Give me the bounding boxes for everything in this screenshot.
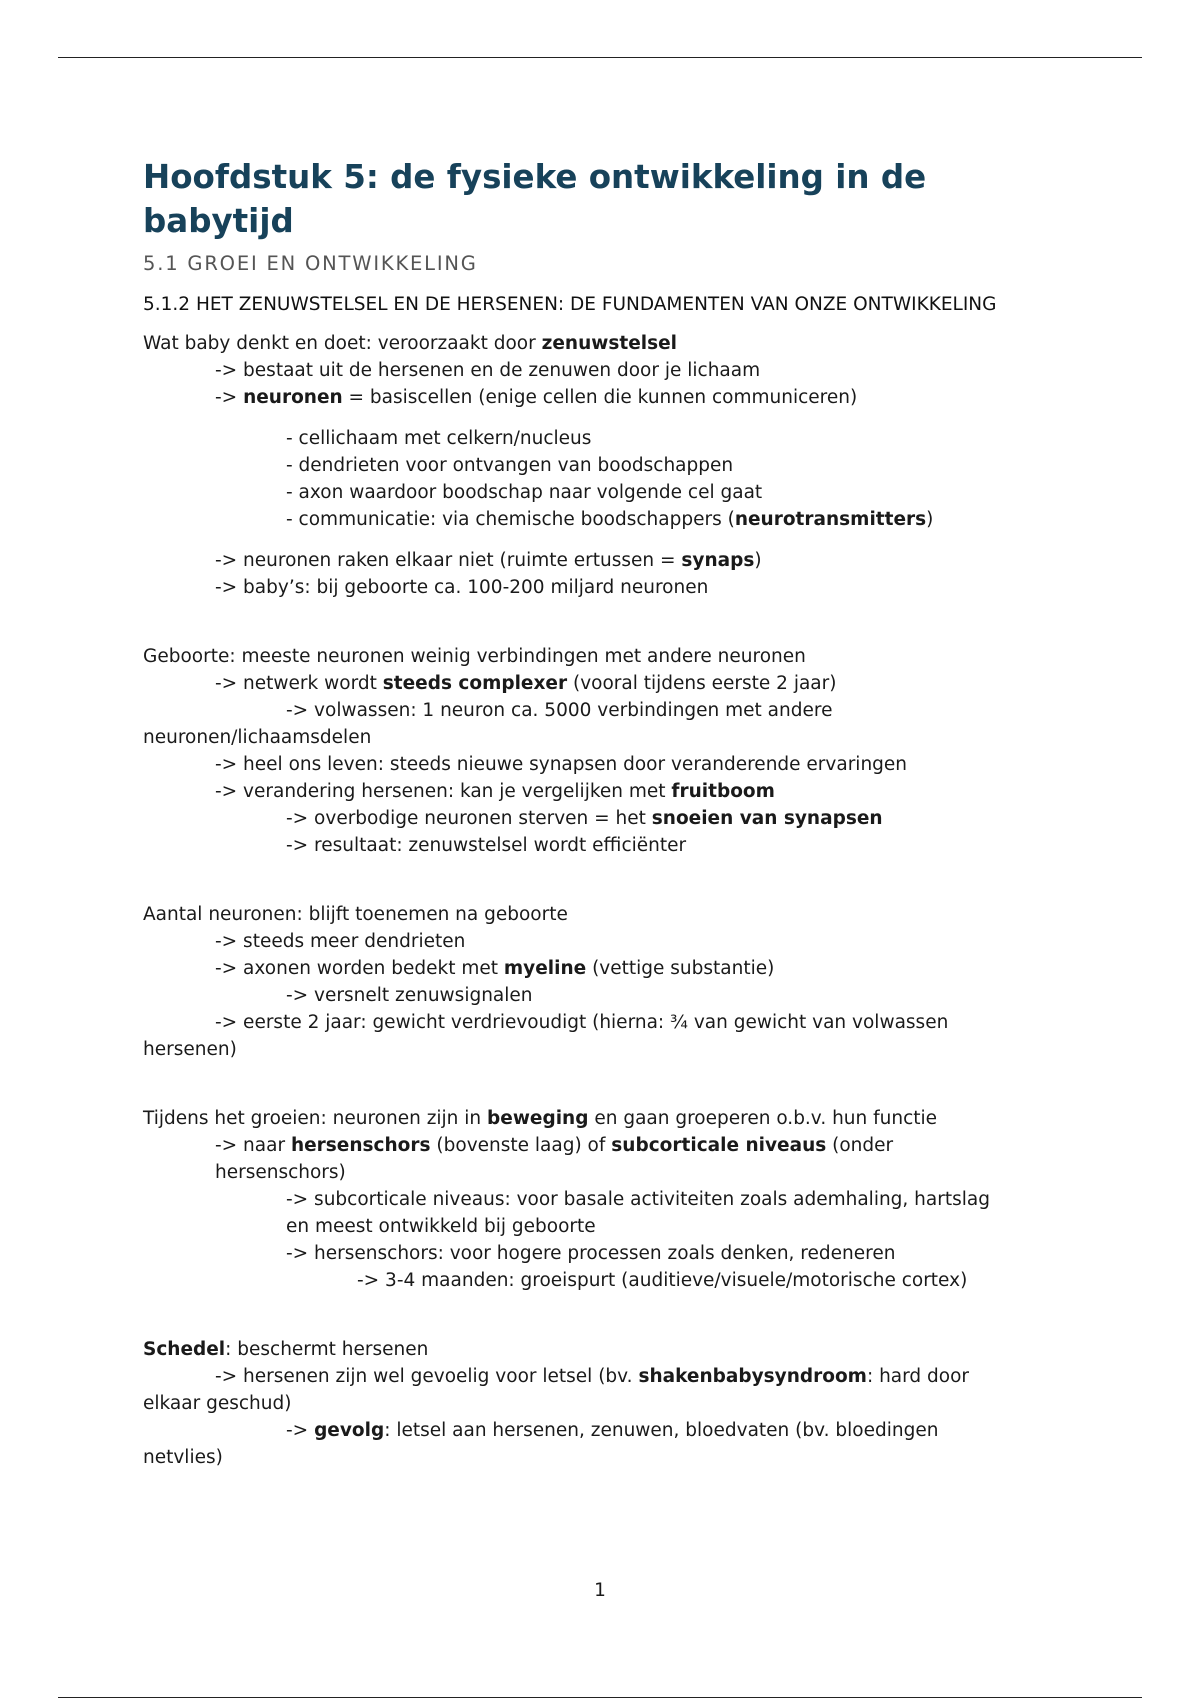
note-line: -> axonen worden bedekt met myeline (vettige substantie) [215, 958, 775, 979]
list-item: - dendrieten voor ontvangen van boodschappen [286, 455, 734, 476]
note-line: Wat baby denkt en doet: veroorzaakt door zenuwstelsel [143, 333, 677, 354]
list-item: - axon waardoor boodschap naar volgende cel gaat [286, 482, 763, 503]
note-line: elkaar geschud) [143, 1393, 292, 1414]
note-line: -> resultaat: zenuwstelsel wordt efficiënter [286, 835, 687, 856]
note-line: -> overbodige neuronen sterven = het snoeien van synapsen [286, 808, 883, 829]
spacer [143, 1294, 1063, 1336]
page-title: Hoofdstuk 5: de fysieke ontwikkeling in de babytijd [143, 158, 927, 240]
note-line: -> neuronen raken elkaar niet (ruimte ertussen = synaps) [215, 550, 762, 571]
note-line: netvlies) [143, 1447, 223, 1468]
spacer [143, 411, 1063, 425]
note-line: hersenschors) [215, 1162, 346, 1183]
note-line: neuronen/lichaamsdelen [143, 727, 372, 748]
note-line: -> hersenen zijn wel gevoelig voor letsel (bv. shakenbabysyndroom: hard door [215, 1366, 970, 1387]
note-line: -> gevolg: letsel aan hersenen, zenuwen, bloedvaten (bv. bloedingen [286, 1420, 939, 1441]
spacer [143, 533, 1063, 547]
note-line: -> baby’s: bij geboorte ca. 100-200 miljard neuronen [215, 577, 709, 598]
list-item: - cellichaam met celkern/nucleus [286, 428, 592, 449]
note-line: -> subcorticale niveaus: voor basale activiteiten zoals ademhaling, hartslag [286, 1189, 990, 1210]
footer-rule [58, 1697, 1142, 1698]
note-line: -> volwassen: 1 neuron ca. 5000 verbindingen met andere [286, 700, 833, 721]
list-item: - communicatie: via chemische boodschappers (neurotransmitters) [286, 509, 934, 530]
note-line: en meest ontwikkeld bij geboorte [286, 1216, 596, 1237]
subsection-heading: 5.1.2 HET ZENUWSTELSEL EN DE HERSENEN: DE FUNDAMENTEN VAN ONZE ONTWIKKELING [143, 294, 997, 315]
note-line: -> eerste 2 jaar: gewicht verdrievoudigt (hierna: ¾ van gewicht van volwassen [215, 1012, 949, 1033]
spacer [143, 601, 1063, 643]
note-line: -> verandering hersenen: kan je vergelijken met fruitboom [215, 781, 775, 802]
note-line: -> naar hersenschors (bovenste laag) of subcorticale niveaus (onder [215, 1135, 894, 1156]
header-rule [58, 57, 1142, 58]
page-content [143, 155, 1063, 1471]
note-line: -> netwerk wordt steeds complexer (vooral tijdens eerste 2 jaar) [215, 673, 837, 694]
section-heading: 5.1 GROEI EN ONTWIKKELING [143, 252, 478, 275]
note-line: -> versnelt zenuwsignalen [286, 985, 533, 1006]
note-line: -> steeds meer dendrieten [215, 931, 466, 952]
note-line: -> hersenschors: voor hogere processen zoals denken, redeneren [286, 1243, 896, 1264]
page-number: 1 [594, 1580, 606, 1601]
note-line: hersenen) [143, 1039, 237, 1060]
notes-body [143, 330, 1063, 1471]
note-line: Geboorte: meeste neuronen weinig verbindingen met andere neuronen [143, 646, 806, 667]
note-line: -> neuronen = basiscellen (enige cellen die kunnen communiceren) [215, 387, 858, 408]
note-line: Schedel: beschermt hersenen [143, 1339, 429, 1360]
note-line: -> bestaat uit de hersenen en de zenuwen door je lichaam [215, 360, 761, 381]
spacer [143, 1063, 1063, 1105]
note-line: Tijdens het groeien: neuronen zijn in beweging en gaan groeperen o.b.v. hun functie [143, 1108, 938, 1129]
note-line: -> heel ons leven: steeds nieuwe synapsen door veranderende ervaringen [215, 754, 908, 775]
note-line: Aantal neuronen: blijft toenemen na geboorte [143, 904, 568, 925]
note-line: -> 3-4 maanden: groeispurt (auditieve/visuele/motorische cortex) [357, 1270, 968, 1291]
spacer [143, 859, 1063, 901]
